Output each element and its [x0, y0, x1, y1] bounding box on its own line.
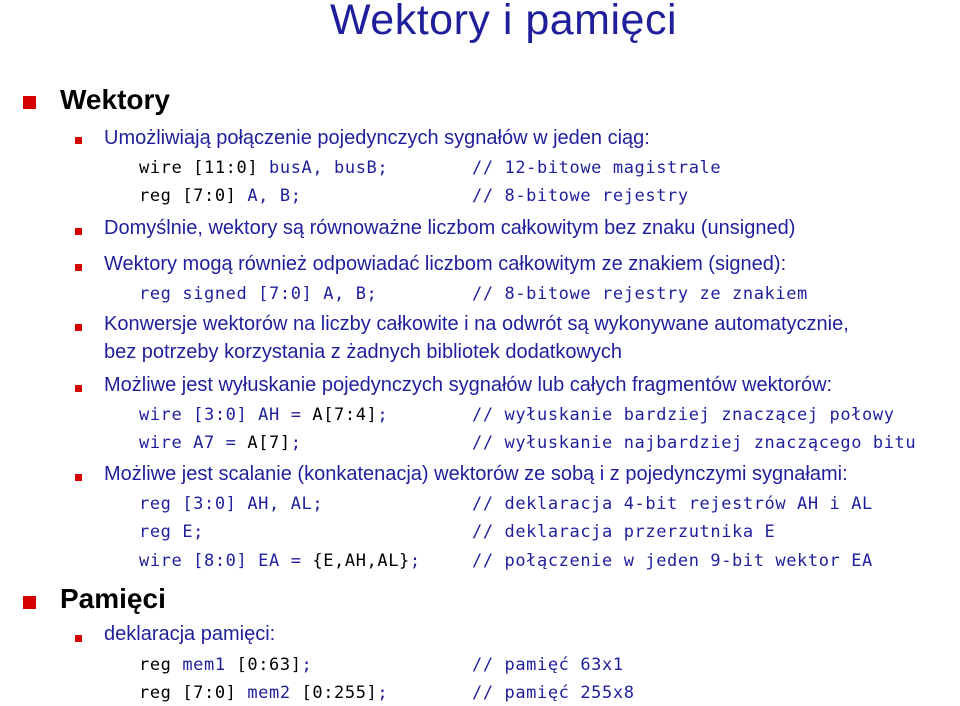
code-line: reg E; [139, 522, 205, 542]
code-line: reg [7:0] mem2 [0:255]; [139, 683, 389, 703]
code-comment: // deklaracja przerzutnika E [472, 522, 776, 542]
bullet-square-icon [75, 324, 82, 331]
code-comment: // deklaracja 4-bit rejestrów AH i AL [472, 494, 873, 514]
code-comment: // połączenie w jeden 9-bit wektor EA [472, 551, 873, 571]
list-item: Możliwe jest wyłuskanie pojedynczych sygnałów lub całych fragmentów wektorów: [104, 374, 833, 396]
bullet-square-icon [23, 96, 36, 109]
code-line: wire [8:0] EA = {E,AH,AL}; [139, 551, 421, 571]
list-item: deklaracja pamięci: [104, 623, 276, 645]
list-item: Możliwe jest scalanie (konkatenacja) wektorów ze sobą i z pojedynczymi sygnałami: [104, 463, 848, 485]
bullet-square-icon [23, 596, 36, 609]
code-comment: // pamięć 255x8 [472, 683, 635, 703]
code-line: reg [3:0] AH, AL; [139, 494, 324, 514]
code-line: wire [11:0] busA, busB; [139, 158, 389, 178]
bullet-square-icon [75, 635, 82, 642]
list-item: Konwersje wektorów na liczby całkowite i na odwrót są wykonywane automatycznie, [104, 313, 849, 335]
code-comment: // pamięć 63x1 [472, 655, 624, 675]
code-line: reg mem1 [0:63]; [139, 655, 313, 675]
code-comment: // 8-bitowe rejestry [472, 186, 689, 206]
code-comment: // wyłuskanie najbardziej znaczącego bitu [472, 433, 917, 453]
list-item: Umożliwiają połączenie pojedynczych sygnałów w jeden ciąg: [104, 127, 650, 149]
bullet-square-icon [75, 474, 82, 481]
list-item: Wektory mogą również odpowiadać liczbom całkowitym ze znakiem (signed): [104, 253, 787, 275]
code-comment: // 8-bitowe rejestry ze znakiem [472, 284, 808, 304]
code-line: reg signed [7:0] A, B; [139, 284, 378, 304]
section-heading-wektory: Wektory [60, 84, 170, 115]
code-comment: // 12-bitowe magistrale [472, 158, 722, 178]
code-line: wire A7 = A[7]; [139, 433, 302, 453]
code-line: wire [3:0] AH = A[7:4]; [139, 405, 389, 425]
bullet-square-icon [75, 385, 82, 392]
code-comment: // wyłuskanie bardziej znaczącej połowy [472, 405, 895, 425]
bullet-square-icon [75, 137, 82, 144]
bullet-square-icon [75, 228, 82, 235]
list-item: Domyślnie, wektory są równoważne liczbom całkowitym bez znaku (unsigned) [104, 217, 796, 239]
slide-title: Wektory i pamięci [330, 0, 678, 44]
code-line: reg [7:0] A, B; [139, 186, 302, 206]
bullet-square-icon [75, 264, 82, 271]
list-item-continuation: bez potrzeby korzystania z żadnych bibliotek dodatkowych [104, 341, 623, 363]
section-heading-pamieci: Pamięci [60, 583, 166, 614]
